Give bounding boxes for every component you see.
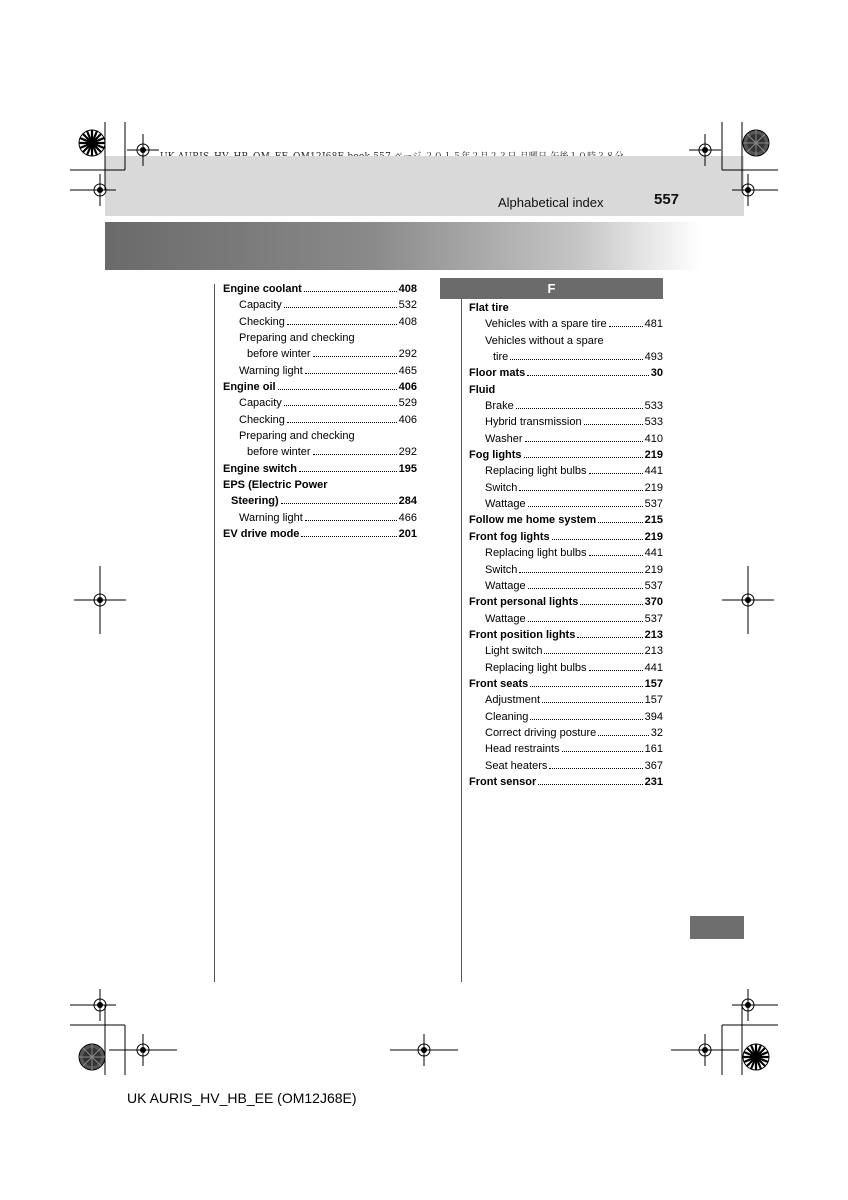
index-entry (223, 330, 417, 346)
dot-leader (562, 751, 643, 752)
entry-text: Replacing light bulbs (485, 547, 587, 560)
dot-leader (516, 408, 643, 409)
entry-text: Preparing and checking (239, 430, 355, 443)
index-entry (469, 480, 663, 496)
dot-leader (281, 503, 397, 504)
index-entry (469, 333, 663, 349)
dot-leader (278, 389, 397, 390)
index-entry (469, 300, 663, 316)
entry-text: Capacity (239, 397, 282, 410)
dot-leader (580, 604, 642, 605)
entry-text: Engine oil (223, 381, 276, 394)
entry-page: 533 (644, 400, 663, 413)
index-entry (469, 382, 663, 398)
entry-page: 408 (398, 315, 417, 328)
index-entry (469, 709, 663, 725)
dot-leader (530, 719, 642, 720)
dot-leader (305, 520, 397, 521)
entry-page: 394 (644, 710, 663, 723)
index-entry (469, 447, 663, 463)
left-index-column (223, 281, 417, 543)
entry-text: Fluid (469, 383, 496, 396)
entry-text: before winter (247, 348, 311, 361)
entry-page: 284 (398, 495, 417, 508)
entry-page: 537 (644, 612, 663, 625)
entry-text: Front position lights (469, 628, 576, 641)
dot-leader (284, 405, 397, 406)
entry-text: Light switch (485, 645, 543, 658)
entry-text: tire (493, 351, 509, 364)
entry-page: 32 (650, 726, 663, 739)
entry-page: 161 (644, 743, 663, 756)
entry-page: 195 (398, 462, 417, 475)
index-entry (223, 297, 417, 313)
dot-leader (524, 457, 643, 458)
letter-heading: F (440, 278, 663, 299)
entry-page: 30 (650, 367, 663, 380)
dot-leader (528, 506, 643, 507)
entry-text: Hybrid transmission (485, 416, 582, 429)
entry-text: Wattage (485, 579, 526, 592)
index-entry (223, 477, 417, 493)
dot-leader (577, 637, 642, 638)
dot-leader (589, 670, 643, 671)
index-entry (223, 281, 417, 297)
dot-leader (313, 356, 397, 357)
index-entry (469, 660, 663, 676)
dot-leader (519, 572, 642, 573)
entry-text: Replacing light bulbs (485, 661, 587, 674)
center-column-rule (461, 284, 462, 982)
index-entry (223, 412, 417, 428)
entry-page: 219 (644, 530, 663, 543)
gradient-bar (105, 222, 700, 270)
entry-text: Front fog lights (469, 530, 550, 543)
index-entry (223, 363, 417, 379)
entry-page: 465 (398, 364, 417, 377)
index-entry (223, 526, 417, 542)
crosshair-targets (74, 134, 774, 1066)
index-entry (469, 431, 663, 447)
index-entry (469, 627, 663, 643)
entry-text: EPS (Electric Power (223, 479, 328, 492)
dot-leader (519, 490, 642, 491)
dot-leader (549, 768, 642, 769)
entry-text: Fog lights (469, 449, 522, 462)
thumb-tab (690, 916, 744, 939)
entry-text: Vehicles with a spare tire (485, 318, 607, 331)
dot-leader (305, 373, 397, 374)
footer-model-code: UK AURIS_HV_HB_EE (OM12J68E) (127, 1090, 357, 1106)
entry-text: Washer (485, 432, 523, 445)
entry-page: 370 (644, 596, 663, 609)
dot-leader (589, 555, 643, 556)
entry-text: Replacing light bulbs (485, 465, 587, 478)
entry-text: Correct driving posture (485, 726, 597, 739)
index-entry (469, 774, 663, 790)
index-entry (223, 314, 417, 330)
entry-page: 406 (398, 381, 417, 394)
index-entry (469, 741, 663, 757)
index-entry (223, 395, 417, 411)
right-index-column (469, 300, 663, 790)
entry-page: 441 (644, 465, 663, 478)
index-entry (469, 529, 663, 545)
entry-page: 410 (644, 432, 663, 445)
entry-page: 466 (398, 511, 417, 524)
entry-text: Flat tire (469, 302, 509, 314)
color-wheel-targets (79, 130, 769, 1070)
entry-text: Capacity (239, 299, 282, 312)
entry-page: 201 (398, 528, 417, 541)
entry-text: Preparing and checking (239, 332, 355, 345)
entry-page: 441 (644, 661, 663, 674)
index-entry (223, 493, 417, 509)
dot-leader (589, 473, 643, 474)
entry-text: Warning light (239, 511, 303, 524)
entry-page: 533 (644, 416, 663, 429)
index-entry (469, 512, 663, 528)
entry-text: EV drive mode (223, 528, 300, 541)
entry-text: Checking (239, 315, 285, 328)
dot-leader (510, 359, 642, 360)
entry-page: 157 (644, 694, 663, 707)
entry-page: 441 (644, 547, 663, 560)
index-entry (469, 545, 663, 561)
section-title: Alphabetical index (498, 195, 604, 210)
dot-leader (528, 621, 643, 622)
dot-leader (527, 375, 649, 376)
entry-text: Steering) (231, 495, 279, 508)
entry-page: 292 (398, 348, 417, 361)
entry-text: Floor mats (469, 367, 526, 380)
entry-page: 537 (644, 498, 663, 511)
index-entry (223, 346, 417, 362)
entry-text: Front personal lights (469, 596, 579, 609)
dot-leader (542, 702, 643, 703)
index-entry (469, 578, 663, 594)
entry-text: Follow me home system (469, 514, 597, 527)
index-entry (469, 611, 663, 627)
entry-page: 529 (398, 397, 417, 410)
header-band (105, 156, 744, 216)
entry-text: Front sensor (469, 775, 537, 788)
dot-leader (552, 539, 643, 540)
entry-text: Warning light (239, 364, 303, 377)
dot-leader (304, 291, 397, 292)
entry-page: 213 (644, 628, 663, 641)
index-entry (469, 562, 663, 578)
index-entry (223, 461, 417, 477)
dot-leader (598, 522, 642, 523)
entry-text: Adjustment (485, 694, 541, 707)
index-entry (469, 676, 663, 692)
entry-page: 292 (398, 446, 417, 459)
index-entry (469, 594, 663, 610)
dot-leader (313, 454, 397, 455)
dot-leader (544, 653, 642, 654)
entry-text: Engine coolant (223, 283, 302, 295)
index-entry (469, 692, 663, 708)
dot-leader (528, 588, 643, 589)
entry-text: Head restraints (485, 743, 560, 756)
entry-text: before winter (247, 446, 311, 459)
dot-leader (284, 307, 397, 308)
entry-page: 213 (644, 645, 663, 658)
entry-text: Switch (485, 563, 518, 576)
dot-leader (584, 424, 643, 425)
entry-text: Front seats (469, 677, 529, 690)
entry-page: 367 (644, 759, 663, 772)
index-entry (469, 758, 663, 774)
dot-leader (287, 422, 397, 423)
dot-leader (287, 324, 397, 325)
entry-page: 219 (644, 481, 663, 494)
index-entry (469, 496, 663, 512)
entry-page: 219 (644, 449, 663, 462)
index-entry (223, 510, 417, 526)
entry-text: Seat heaters (485, 759, 548, 772)
dot-leader (538, 784, 642, 785)
entry-page: 215 (644, 514, 663, 527)
entry-page: 532 (398, 299, 417, 312)
dot-leader (530, 686, 642, 687)
index-entry (469, 398, 663, 414)
entry-page: 406 (398, 413, 417, 426)
entry-text: Wattage (485, 498, 526, 511)
left-column-rule (214, 284, 215, 982)
dot-leader (301, 536, 396, 537)
dot-leader (609, 326, 643, 327)
index-entry (223, 428, 417, 444)
entry-text: Cleaning (485, 710, 529, 723)
entry-page: 157 (644, 677, 663, 690)
index-entry (469, 414, 663, 430)
entry-page: 537 (644, 579, 663, 592)
entry-page: 408 (398, 283, 417, 295)
entry-page: 493 (644, 351, 663, 364)
entry-text: Checking (239, 413, 285, 426)
index-entry (469, 365, 663, 381)
entry-text: Vehicles without a spare (485, 334, 604, 347)
index-entry (469, 643, 663, 659)
entry-text: Engine switch (223, 462, 297, 475)
entry-page: 481 (644, 318, 663, 331)
entry-text: Wattage (485, 612, 526, 625)
index-entry (469, 463, 663, 479)
dot-leader (525, 441, 643, 442)
index-entry (469, 316, 663, 332)
entry-page: 219 (644, 563, 663, 576)
entry-page: 231 (644, 775, 663, 788)
entry-text: Switch (485, 481, 518, 494)
index-entry (223, 379, 417, 395)
index-entry (469, 725, 663, 741)
dot-leader (598, 735, 648, 736)
index-entry (223, 444, 417, 460)
page-number: 557 (654, 191, 680, 208)
index-entry (469, 349, 663, 365)
dot-leader (299, 471, 397, 472)
entry-text: Brake (485, 400, 514, 413)
